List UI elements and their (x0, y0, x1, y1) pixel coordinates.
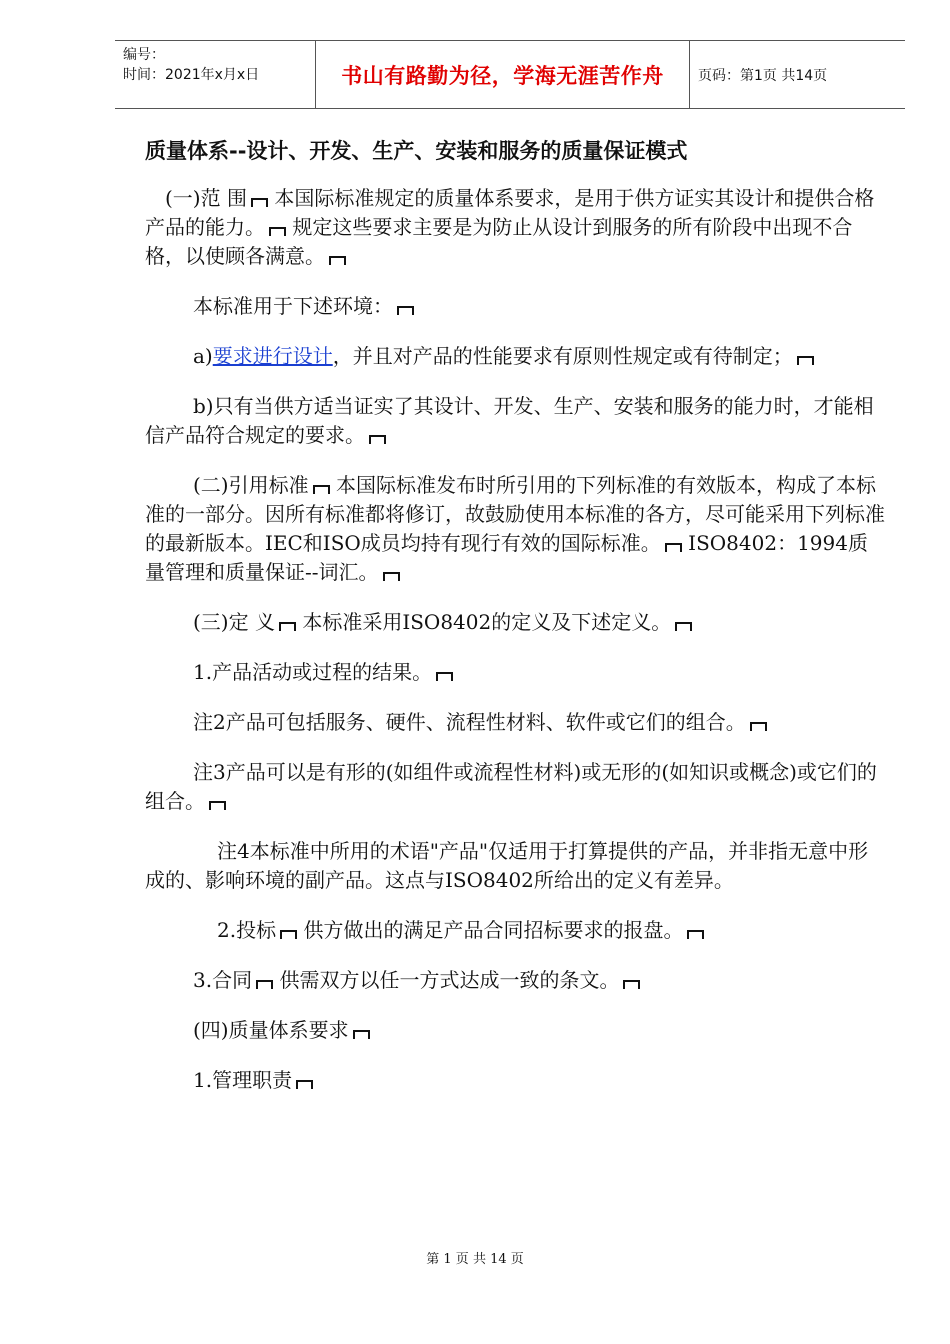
header-motto: 书山有路勤为径，学海无涯苦作舟 (316, 41, 690, 108)
paragraph-mark-icon (623, 979, 640, 991)
paragraph-text: ，并且对产品的性能要求有原则性规定或有待制定； (332, 344, 793, 368)
paragraph-text: 3.合同 (193, 968, 253, 992)
paragraph-mark-icon (665, 542, 682, 554)
paragraph-def-product (145, 658, 885, 687)
document-body (145, 130, 885, 1116)
paragraph-mark-icon (383, 571, 400, 583)
paragraph-note-4 (145, 837, 885, 895)
page-header (115, 40, 905, 109)
paragraph-text: 供方做出的满足产品合同招标要求的报盘。 (297, 918, 684, 942)
paragraph-text: ISO8402：1994质量管理和质量保证--词汇。 (145, 531, 868, 584)
paragraph-text: 注3产品可以是有形的(如组件或流程性材料)或无形的(如知识或概念)或它们的组合。 (145, 760, 877, 813)
paragraph-note-2 (145, 708, 885, 737)
header-page-info: 页码：第1页 共14页 (698, 67, 828, 84)
paragraph-mark-icon (675, 621, 692, 633)
paragraph-mark-icon (313, 484, 330, 496)
paragraph-mark-icon (750, 721, 767, 733)
paragraph-mark-icon (353, 1029, 370, 1041)
document-title: 质量体系--设计、开发、生产、安装和服务的质量保证模式 (145, 139, 688, 163)
item-prefix: a) (193, 344, 213, 368)
design-requirement-link[interactable]: 要求进行设计 (212, 344, 333, 368)
paragraph-text: b)只有当供方适当证实了其设计、开发、生产、安装和服务的能力时，才能相信产品符合规定的要求。 (145, 394, 874, 447)
paragraph-item-b (145, 392, 885, 450)
paragraph-text: 本标准采用ISO8402的定义及下述定义。 (295, 610, 672, 634)
paragraph-mark-icon (329, 255, 346, 267)
time-label: 时间：2021年x月x日 (123, 67, 260, 83)
paragraph-text: 规定这些要求主要是为防止从设计到服务的所有阶段中出现不合格，以使顾各满意。 (145, 215, 853, 268)
header-meta (115, 41, 316, 108)
paragraph-mark-icon (797, 355, 814, 367)
paragraph-text: 本国际标准发布时所引用的下列标准的有效版本，构成了本标准的一部分。因所有标准都将修订，故鼓励使用本标准的各方，尽可能采用下列标准的最新版本。IEC和ISO成员均持有现行有效的国际标准。 (145, 473, 885, 555)
paragraph-text: 2.投标 (217, 918, 277, 942)
paragraph-text: 1.管理职责 (193, 1068, 293, 1092)
paragraph-quality-requirements (145, 1016, 885, 1045)
paragraph-text: 本国际标准规定的质量体系要求，是用于供方证实其设计和提供合格产品的能力。 (145, 186, 875, 239)
paragraph-mark-icon (397, 305, 414, 317)
paragraph-text: 注4本标准中所用的术语"产品"仅适用于打算提供的产品，并非指无意中形成的、影响环境的副产品。这点与ISO8402所给出的定义有差异。 (145, 839, 869, 892)
paragraph-scope (145, 184, 885, 271)
paragraph-text: 本标准用于下述环境： (193, 294, 393, 318)
section-heading-references: (二)引用标准 (193, 473, 309, 497)
paragraph-definitions (145, 608, 885, 637)
paragraph-mark-icon (369, 434, 386, 446)
paragraph-references (145, 471, 885, 587)
paragraph-mark-icon (251, 197, 268, 209)
paragraph-mark-icon (279, 621, 296, 633)
paragraph-mark-icon (296, 1079, 313, 1091)
paragraph-mark-icon (436, 671, 453, 683)
paragraph-text: 供需双方以任一方式达成一致的条文。 (273, 968, 620, 992)
paragraph-def-contract (145, 966, 885, 995)
paragraph-mark-icon (280, 929, 297, 941)
paragraph-text: 注2产品可包括服务、硬件、流程性材料、软件或它们的组合。 (193, 710, 746, 734)
paragraph-management (145, 1066, 885, 1095)
paragraph-mark-icon (269, 226, 286, 238)
paragraph-mark-icon (256, 979, 273, 991)
footer-page-number: 第 1 页 (426, 1252, 469, 1267)
paragraph-text: 1.产品活动或过程的结果。 (193, 660, 433, 684)
paragraph-environment (145, 292, 885, 321)
paragraph-item-a (145, 342, 885, 371)
paragraph-mark-icon (687, 929, 704, 941)
footer-page-total: 共 14 页 (472, 1252, 524, 1267)
number-label: 编号： (123, 47, 165, 63)
section-heading-definitions: (三)定 义 (193, 610, 275, 634)
paragraph-def-tender (145, 916, 885, 945)
paragraph-note-3 (145, 758, 885, 816)
paragraph-mark-icon (209, 800, 226, 812)
section-heading-scope: (一)范 围 (165, 186, 247, 210)
page-footer (0, 1248, 950, 1267)
section-heading-requirements: (四)质量体系要求 (193, 1018, 349, 1042)
